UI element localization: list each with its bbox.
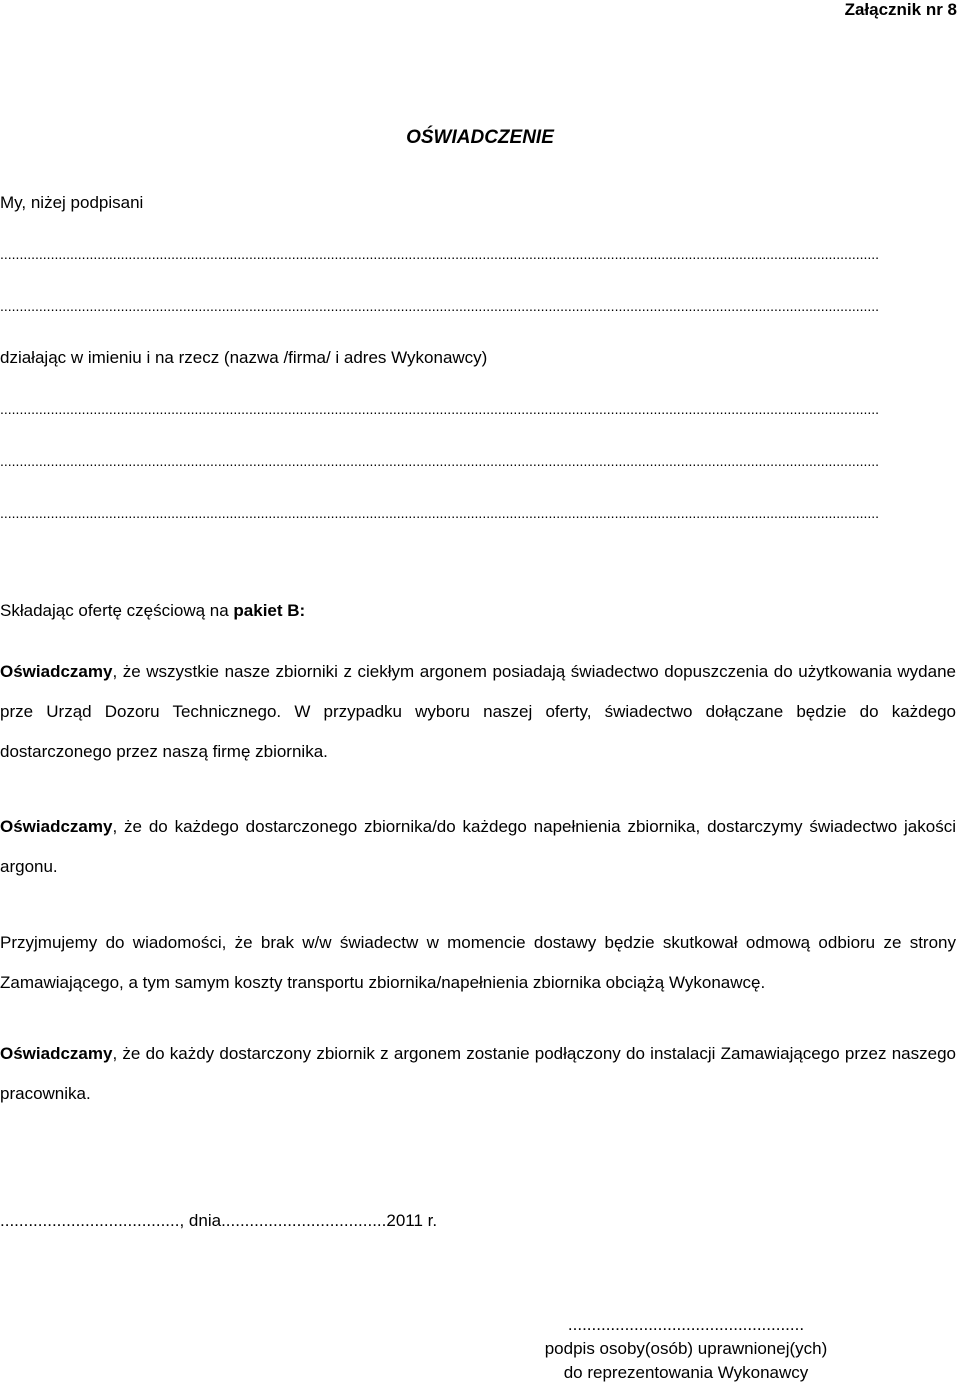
offer-intro-package: pakiet B: xyxy=(233,601,306,620)
paragraph-body: , że do każdego dostarczonego zbiornika/do każdego napełnienia zbiornika, dostarczymy świadectwo jakości argonu. xyxy=(0,817,956,876)
paragraph-body: Przyjmujemy do wiadomości, że brak w/w świadectw w momencie dostawy będzie skutkował odmową odbioru ze strony Zamawiającego, a tym samym koszty transportu zbiornika/napełnienia zbiornika obciążą Wykonawcę. xyxy=(0,933,956,992)
paragraph-acknowledgement xyxy=(0,923,956,1003)
paragraph-lead: Oświadczamy xyxy=(0,817,113,836)
annex-label: Załącznik nr 8 xyxy=(844,0,957,19)
signature-caption-1: podpis osoby(osób) uprawnionej(ych) xyxy=(544,1339,828,1358)
offer-intro-text: Składając ofertę częściową na xyxy=(0,601,234,620)
paragraph-lead: Oświadczamy xyxy=(0,1044,113,1063)
signature-dots: .................................................. xyxy=(567,1315,805,1334)
dotted-line-name-2: .................................................................................................................................................................................................................................. xyxy=(0,298,880,314)
offer-intro xyxy=(0,600,305,622)
dotted-line-company-3: .................................................................................................................................................................................................................................. xyxy=(0,505,880,521)
date-line: ......................................, dnia...................................2011 r. xyxy=(0,1211,438,1230)
dotted-line-name-1: .................................................................................................................................................................................................................................. xyxy=(0,246,880,262)
paragraph-quality-certificate xyxy=(0,807,956,887)
document-title: OŚWIADCZENIE xyxy=(406,127,554,148)
paragraph-body: , że wszystkie nasze zbiorniki z ciekłym argonem posiadają świadectwo dopuszczenia do użytkowania wydane prze Urząd Dozoru Technicznego. W przypadku wyboru naszej oferty, świadectwo dołączane będzie do każdego dostarczonego przez naszą firmę zbiornika. xyxy=(0,662,956,761)
paragraph-lead: Oświadczamy xyxy=(0,662,113,681)
paragraph-installation xyxy=(0,1034,956,1114)
signatories-intro: My, niżej podpisani xyxy=(0,193,144,212)
dotted-line-company-2: .................................................................................................................................................................................................................................. xyxy=(0,453,880,469)
signature-caption-2: do reprezentowania Wykonawcy xyxy=(563,1363,809,1382)
paragraph-certificate-udt xyxy=(0,652,956,772)
dotted-line-company-1: .................................................................................................................................................................................................................................. xyxy=(0,401,880,417)
acting-on-behalf: działając w imieniu i na rzecz (nazwa /firma/ i adres Wykonawcy) xyxy=(0,348,488,367)
signature-block xyxy=(521,1313,851,1385)
paragraph-body: , że do każdy dostarczony zbiornik z argonem zostanie podłączony do instalacji Zamawiającego przez naszego pracownika. xyxy=(0,1044,956,1103)
